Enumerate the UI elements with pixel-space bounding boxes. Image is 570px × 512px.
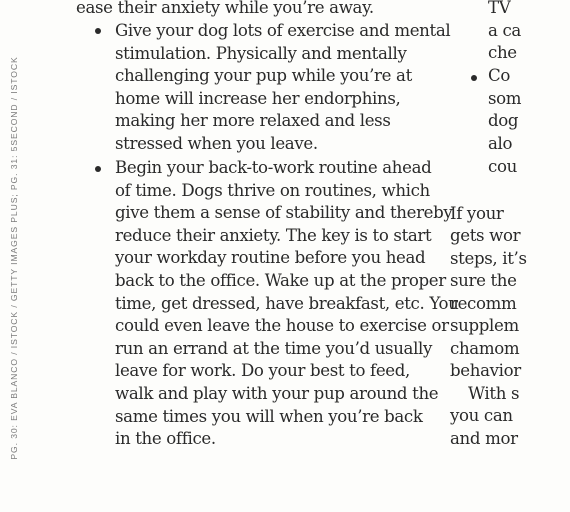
text-line: your workday routine before you head xyxy=(115,248,426,268)
text-line: recomm xyxy=(450,294,517,313)
text-line: and mor xyxy=(450,429,518,448)
text-line: stressed when you leave. xyxy=(115,133,318,153)
bullet-marker xyxy=(95,166,101,172)
text-line: give them a sense of stability and thereby xyxy=(115,203,453,223)
photo-credit: PG. 30: EVA BLANCO / ISTOCK / GETTY IMAGES PLUS; PG. 31: 5SECOND / ISTOCK xyxy=(9,56,19,460)
text-line: dog xyxy=(488,111,519,130)
text-line: a ca xyxy=(488,21,521,40)
text-line: alo xyxy=(488,134,513,153)
text-line: TV xyxy=(488,0,511,17)
text-line: sure the xyxy=(450,271,517,290)
text-line: walk and play with your pup around the xyxy=(115,383,439,403)
bullet-item-routine xyxy=(115,157,458,451)
text-line: reduce their anxiety. The key is to start xyxy=(115,225,432,245)
text-line: making her more relaxed and less xyxy=(115,111,391,131)
text-line: you can xyxy=(450,406,513,425)
text-line: challenging your pup while you’re at xyxy=(115,66,412,86)
text-line: time, get dressed, have breakfast, etc. You xyxy=(115,293,459,313)
text-line: If your xyxy=(450,204,504,223)
text-line: leave for work. Do your best to feed, xyxy=(115,361,410,381)
text-line: Begin your back-to-work routine ahead xyxy=(115,158,432,177)
text-line: cou xyxy=(488,157,517,176)
bullet-marker xyxy=(471,75,477,81)
text-line: home will increase her endorphins, xyxy=(115,88,401,108)
bullet-item-exercise xyxy=(115,20,450,156)
text-line: stimulation. Physically and mentally xyxy=(115,43,407,63)
text-line: gets wor xyxy=(450,226,521,245)
text-line: supplem xyxy=(450,316,519,335)
text-line: back to the office. Wake up at the proper xyxy=(115,270,446,290)
text-line: behavior xyxy=(450,361,521,380)
text-line: same times you will when you’re back xyxy=(115,406,423,426)
intro-line: ease their anxiety while you’re away. xyxy=(76,0,374,17)
text-line: som xyxy=(488,89,522,108)
text-line: could even leave the house to exercise or xyxy=(115,316,449,336)
text-line: che xyxy=(488,43,517,62)
text-line: Give your dog lots of exercise and mental xyxy=(115,21,451,40)
bullet-marker xyxy=(95,28,101,34)
text-line: With s xyxy=(468,384,520,403)
text-line: of time. Dogs thrive on routines, which xyxy=(115,180,430,200)
text-line: steps, it’s xyxy=(450,249,527,268)
text-line: chamom xyxy=(450,339,520,358)
text-line: Co xyxy=(488,66,510,85)
text-line: in the office. xyxy=(115,429,216,449)
text-line: run an errand at the time you’d usually xyxy=(115,338,433,358)
